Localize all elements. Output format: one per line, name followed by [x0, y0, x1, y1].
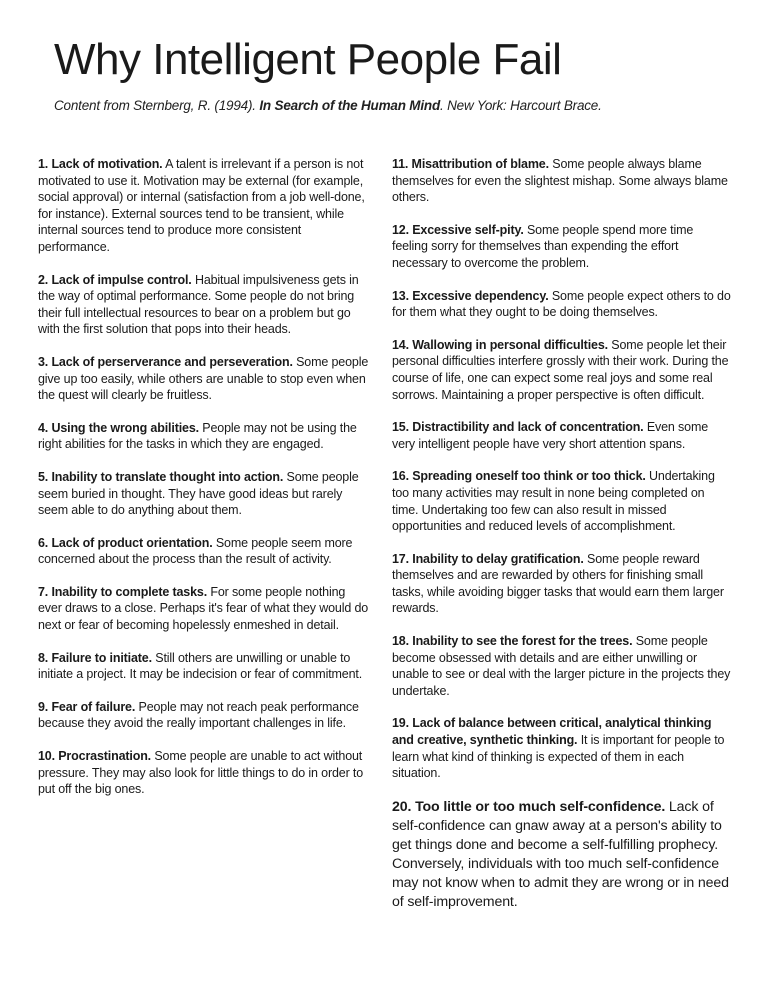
- list-item: [38, 699, 370, 732]
- item-heading: 2. Lack of impulse control.: [38, 272, 192, 287]
- item-text: Some people always blame themselves for even the slightest mishap. Some always blame others.: [392, 157, 728, 205]
- item-text: For some people nothing ever draws to a close. Perhaps it's fear of what they would do next or fear of becoming hopelessly enmeshed in detail.: [38, 584, 369, 633]
- item-heading: 7. Inability to complete tasks.: [38, 584, 208, 599]
- item-text: Some people seem more concerned about the process than the result of activity.: [38, 535, 353, 567]
- list-item: [38, 156, 370, 256]
- list-item: [392, 419, 732, 452]
- item-text: Some people are unable to act without pressure. They may also look for little things to do in order to put off the big ones.: [38, 749, 364, 797]
- item-text: Lack of self-confidence can gnaw away at a person's ability to get things done and become a self-fulfilling prophecy. Conversely, individuals with too much self-confidence may not know when to admit they are wrong or in need of self-improvement.: [392, 798, 729, 910]
- list-item: [392, 156, 732, 206]
- item-text: People may not reach peak performance because they avoid the really important challenges in life.: [38, 699, 359, 731]
- item-text: Habitual impulsiveness gets in the way of optimal performance. Some people do not bring their full intellectual resources to bear on a problem but go with the first solution that pops into their heads.: [38, 272, 359, 337]
- list-item: [38, 469, 370, 519]
- list-item: [392, 222, 732, 272]
- item-heading: 12. Excessive self-pity.: [392, 222, 524, 237]
- list-item: [38, 272, 370, 338]
- page-title: Why Intelligent People Fail: [54, 35, 562, 84]
- left-column: [38, 156, 370, 798]
- item-heading: 17. Inability to delay gratification.: [392, 551, 584, 566]
- item-text: Some people become obsessed with details and are either unwilling or unable to see or deal with the larger picture in the projects they undertake.: [392, 634, 731, 698]
- right-column: [392, 156, 732, 912]
- list-item: [38, 584, 370, 634]
- list-item: [392, 798, 732, 912]
- item-heading: 10. Procrastination.: [38, 749, 152, 764]
- citation: [54, 98, 602, 113]
- item-text: Still others are unwilling or unable to initiate a project. It may be indecision or fear of commitment.: [38, 650, 363, 682]
- list-item: [392, 715, 732, 781]
- item-heading: 8. Failure to initiate.: [38, 650, 152, 665]
- item-heading: 5. Inability to translate thought into action.: [38, 469, 284, 484]
- item-text: Some people seem buried in thought. They have good ideas but rarely seem able to do anything about them.: [38, 469, 359, 518]
- citation-prefix: Content from Sternberg, R. (1994).: [54, 98, 256, 113]
- list-item: [38, 535, 370, 568]
- item-heading: 19. Lack of balance between critical, analytical thinking and creative, synthetic thinking.: [392, 716, 712, 748]
- list-item: [392, 633, 732, 699]
- item-heading: 18. Inability to see the forest for the trees.: [392, 634, 633, 649]
- item-text: People may not be using the right abilities for the tasks in which they are engaged.: [38, 420, 357, 452]
- list-item: [38, 748, 370, 798]
- item-text: Undertaking too many activities may result in none being completed on time. Undertaking too few can also result in missed opportunities and reduced levels of accomplishment.: [392, 469, 715, 534]
- item-heading: 9. Fear of failure.: [38, 699, 136, 714]
- item-text: Some people reward themselves and are rewarded by others for finishing small tasks, while avoiding bigger tasks that would earn them larger rewards.: [392, 551, 724, 616]
- list-item: [38, 354, 370, 404]
- list-item: [392, 288, 732, 321]
- item-heading: 13. Excessive dependency.: [392, 288, 549, 303]
- item-text: Some people let their personal difficulties interfere grossly with their work. During the course of life, one can expect some real joys and some real sorrows. Maintaining a proper perspective is often difficult.: [392, 337, 729, 402]
- item-text: Some people expect others to do for them what they ought to be doing themselves.: [392, 288, 731, 320]
- item-heading: 20. Too little or too much self-confidence.: [392, 798, 666, 815]
- item-heading: 11. Misattribution of blame.: [392, 157, 549, 171]
- item-text: Some people give up too easily, while others are unable to stop even when the quest will clearly be fruitless.: [38, 354, 369, 403]
- item-heading: 15. Distractibility and lack of concentration.: [392, 420, 644, 435]
- item-text: A talent is irrelevant if a person is not motivated to use it. Motivation may be external (for example, social approval) or internal (satisfaction from a job well-done, for instance). External sources tend to be transient, while internal sources tend to produce more consistent performance.: [38, 157, 365, 254]
- item-heading: 16. Spreading oneself too think or too thick.: [392, 469, 646, 484]
- item-heading: 14. Wallowing in personal difficulties.: [392, 337, 608, 352]
- citation-suffix: . New York: Harcourt Brace.: [440, 98, 602, 113]
- item-heading: 4. Using the wrong abilities.: [38, 420, 199, 435]
- list-item: [392, 551, 732, 617]
- list-item: [392, 468, 732, 534]
- list-item: [392, 337, 732, 403]
- item-text: It is important for people to learn what kind of thinking is expected of them in each situation.: [392, 733, 725, 781]
- item-heading: 3. Lack of perserverance and perseveration.: [38, 354, 293, 369]
- list-item: [38, 420, 370, 453]
- item-text: Even some very intelligent people have very short attention spans.: [392, 420, 709, 451]
- item-text: Some people spend more time feeling sorry for themselves than expending the effort necessary to overcome the problem.: [392, 222, 694, 270]
- item-heading: 6. Lack of product orientation.: [38, 535, 213, 550]
- list-item: [38, 650, 370, 683]
- citation-book-title: In Search of the Human Mind: [259, 98, 440, 113]
- item-heading: 1. Lack of motivation.: [38, 157, 163, 171]
